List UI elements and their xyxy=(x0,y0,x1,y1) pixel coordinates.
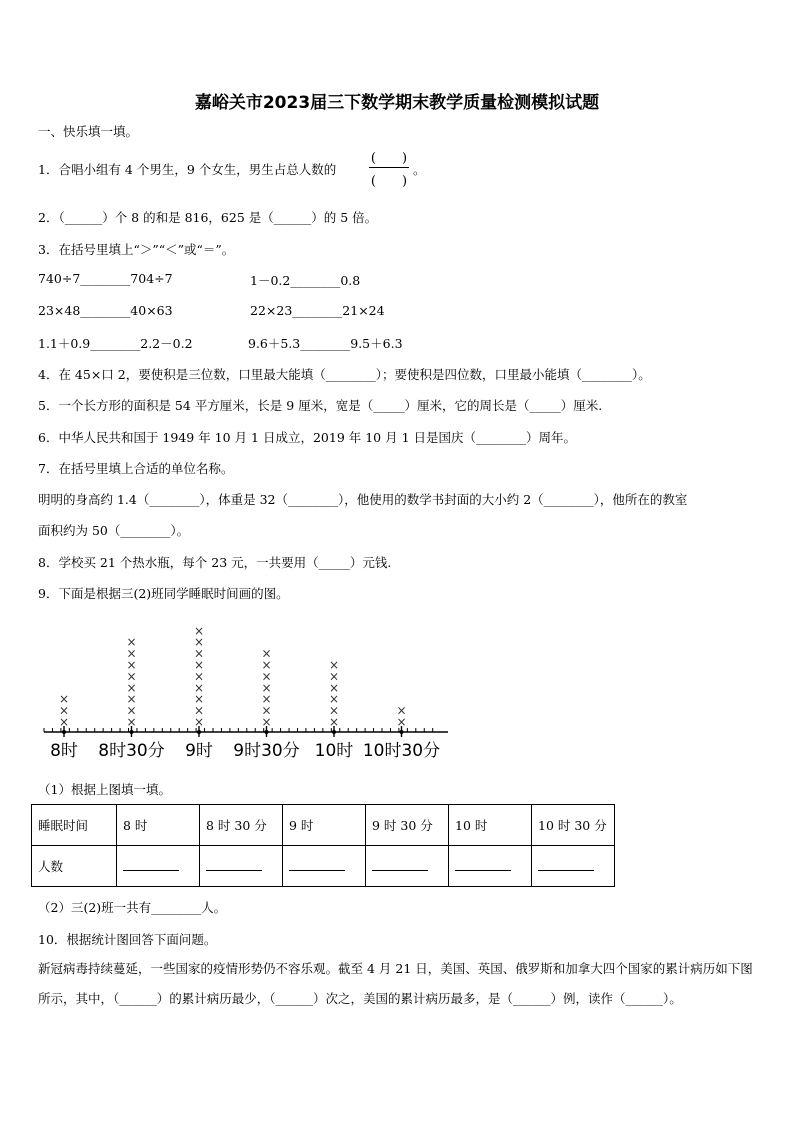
compare-item: 1.1＋0.9________2.2－0.2 xyxy=(38,336,193,351)
data-mark: × xyxy=(261,646,272,661)
chart-axis xyxy=(44,726,448,737)
compare-item: 22×23________21×24 xyxy=(250,303,385,318)
question-7-line-2: 面积约为 50（________）。 xyxy=(38,523,190,538)
table-row-label: 人数 xyxy=(32,846,117,887)
data-mark: × xyxy=(328,692,340,707)
data-mark: × xyxy=(193,623,205,638)
data-mark: × xyxy=(193,635,205,650)
data-mark: × xyxy=(261,669,272,684)
tick-label: 9时 xyxy=(185,741,213,761)
tick-label: 9时30分 xyxy=(233,741,300,761)
data-mark: × xyxy=(396,703,407,718)
answer-cell[interactable] xyxy=(449,846,532,887)
question-8: 8．学校买 21 个热水瓶，每个 23 元，一共要用（_____）元钱. xyxy=(38,555,392,570)
answer-blank[interactable] xyxy=(538,858,594,871)
axis-point xyxy=(400,730,404,734)
data-mark: × xyxy=(126,658,137,672)
tick-label: 8时 xyxy=(50,741,78,761)
answer-cell[interactable] xyxy=(532,846,615,887)
fraction-blank[interactable] xyxy=(367,146,411,190)
table-header-cell: 睡眠时间 xyxy=(32,805,117,846)
data-mark: × xyxy=(261,658,272,672)
page-title: 嘉峪关市2023届三下数学期末教学质量检测模拟试题 xyxy=(194,93,600,113)
data-mark: × xyxy=(328,680,340,695)
answer-cell[interactable] xyxy=(117,846,200,887)
data-mark: × xyxy=(193,669,205,684)
data-mark: × xyxy=(328,658,340,672)
axis-point xyxy=(62,730,66,734)
question-7: 7．在括号里填上合适的单位名称。 xyxy=(38,461,234,476)
tick-label: 8时30分 xyxy=(98,741,165,761)
data-mark: × xyxy=(193,703,205,718)
axis-point xyxy=(197,730,201,734)
table-header-cell: 10 时 xyxy=(449,805,532,846)
compare-item: 9.6＋5.3________9.5＋6.3 xyxy=(248,336,403,351)
question-1-end: 。 xyxy=(413,162,426,177)
answer-blank[interactable] xyxy=(372,858,428,871)
data-mark: × xyxy=(58,703,70,718)
question-9: 9．下面是根据三(2)班同学睡眠时间画的图。 xyxy=(38,586,289,601)
axis-point xyxy=(130,730,134,734)
data-mark: × xyxy=(58,692,70,707)
table-header-cell: 9 时 30 分 xyxy=(366,805,449,846)
question-4: 4．在 45×口 2，要使积是三位数，口里最大能填（________）；要使积是四位数，口里最小能填（________）。 xyxy=(38,367,651,382)
data-mark: × xyxy=(126,669,137,684)
table-header-cell: 9 时 xyxy=(283,805,366,846)
data-mark: × xyxy=(193,658,205,672)
data-mark: × xyxy=(126,646,137,661)
question-7-line-1: 明明的身高约 1.4（________），体重是 32（________），他使用的数学书封面的大小约 2（________），他所在的教室 xyxy=(38,492,688,507)
answer-cell[interactable] xyxy=(366,846,449,887)
data-mark: × xyxy=(261,703,272,718)
question-5: 5．一个长方形的面积是 54 平方厘米，长是 9 厘米，宽是（_____）厘米，它的周长是（_____）厘米. xyxy=(38,398,603,413)
data-mark: × xyxy=(126,680,137,695)
table-row xyxy=(32,805,615,846)
compare-item: 740÷7________704÷7 xyxy=(38,271,173,286)
data-mark: × xyxy=(193,715,205,729)
data-mark: × xyxy=(261,715,272,729)
question-9-part-2: （2）三(2)班一共有________人。 xyxy=(38,900,227,915)
data-mark: × xyxy=(126,715,137,729)
fraction-bar xyxy=(369,167,409,168)
table-header-cell: 8 时 30 分 xyxy=(200,805,283,846)
question-10-paragraph: 新冠病毒持续蔓延，一些国家的疫情形势仍不容乐观。截至 4 月 21 日，美国、英国、俄罗斯和加拿大四个国家的累计病历如下图所示，其中，（______）的累计病历最少，（______）次之，美国的累计病历最多，是（______）例，读作（______）。 xyxy=(38,961,753,1006)
fraction-numerator: ( ) xyxy=(370,151,408,166)
table-row xyxy=(32,846,615,887)
tick-label: 10时30分 xyxy=(362,741,441,761)
section-heading: 一、快乐填一填。 xyxy=(38,124,139,139)
sleep-table xyxy=(31,804,615,887)
data-mark: × xyxy=(126,703,137,718)
data-mark: × xyxy=(328,669,340,684)
question-3: 3．在括号里填上“＞”“＜”或“＝”。 xyxy=(38,242,235,257)
tick-label: 10时 xyxy=(314,741,354,761)
answer-blank[interactable] xyxy=(289,858,345,871)
data-mark: × xyxy=(328,715,340,729)
data-mark: × xyxy=(193,680,205,695)
data-mark: × xyxy=(126,635,137,650)
compare-item: 23×48________40×63 xyxy=(38,303,173,318)
data-mark: × xyxy=(126,692,137,707)
answer-blank[interactable] xyxy=(123,858,179,871)
question-9-part-1: （1）根据上图填一填。 xyxy=(38,782,171,797)
data-mark: × xyxy=(328,703,340,718)
data-mark: × xyxy=(193,692,205,707)
question-2: 2．（______）个 8 的和是 816，625 是（______）的 5 倍。 xyxy=(38,210,378,225)
question-1: 1．合唱小组有 4 个男生，9 个女生，男生占总人数的 xyxy=(38,162,337,177)
data-mark: × xyxy=(193,646,205,661)
table-header-cell: 8 时 xyxy=(117,805,200,846)
data-mark: × xyxy=(261,692,272,707)
answer-cell[interactable] xyxy=(283,846,366,887)
sleep-time-chart xyxy=(30,608,460,773)
data-mark: × xyxy=(58,715,70,729)
fraction-denominator: ( ) xyxy=(370,174,408,189)
question-10: 10．根据统计图回答下面问题。 xyxy=(38,932,217,947)
answer-cell[interactable] xyxy=(200,846,283,887)
chart-tick-labels xyxy=(50,741,440,761)
question-6: 6．中华人民共和国于 1949 年 10 月 1 日成立，2019 年 10 月 1 日是国庆（________）周年。 xyxy=(38,430,577,445)
compare-item: 1－0.2________0.8 xyxy=(250,273,361,288)
answer-blank[interactable] xyxy=(455,858,511,871)
answer-blank[interactable] xyxy=(206,858,262,871)
data-mark: × xyxy=(261,680,272,695)
axis-point xyxy=(265,730,269,734)
table-header-cell: 10 时 30 分 xyxy=(532,805,615,846)
axis-point xyxy=(332,730,336,734)
data-mark: × xyxy=(396,715,407,729)
chart-marks xyxy=(59,624,407,729)
